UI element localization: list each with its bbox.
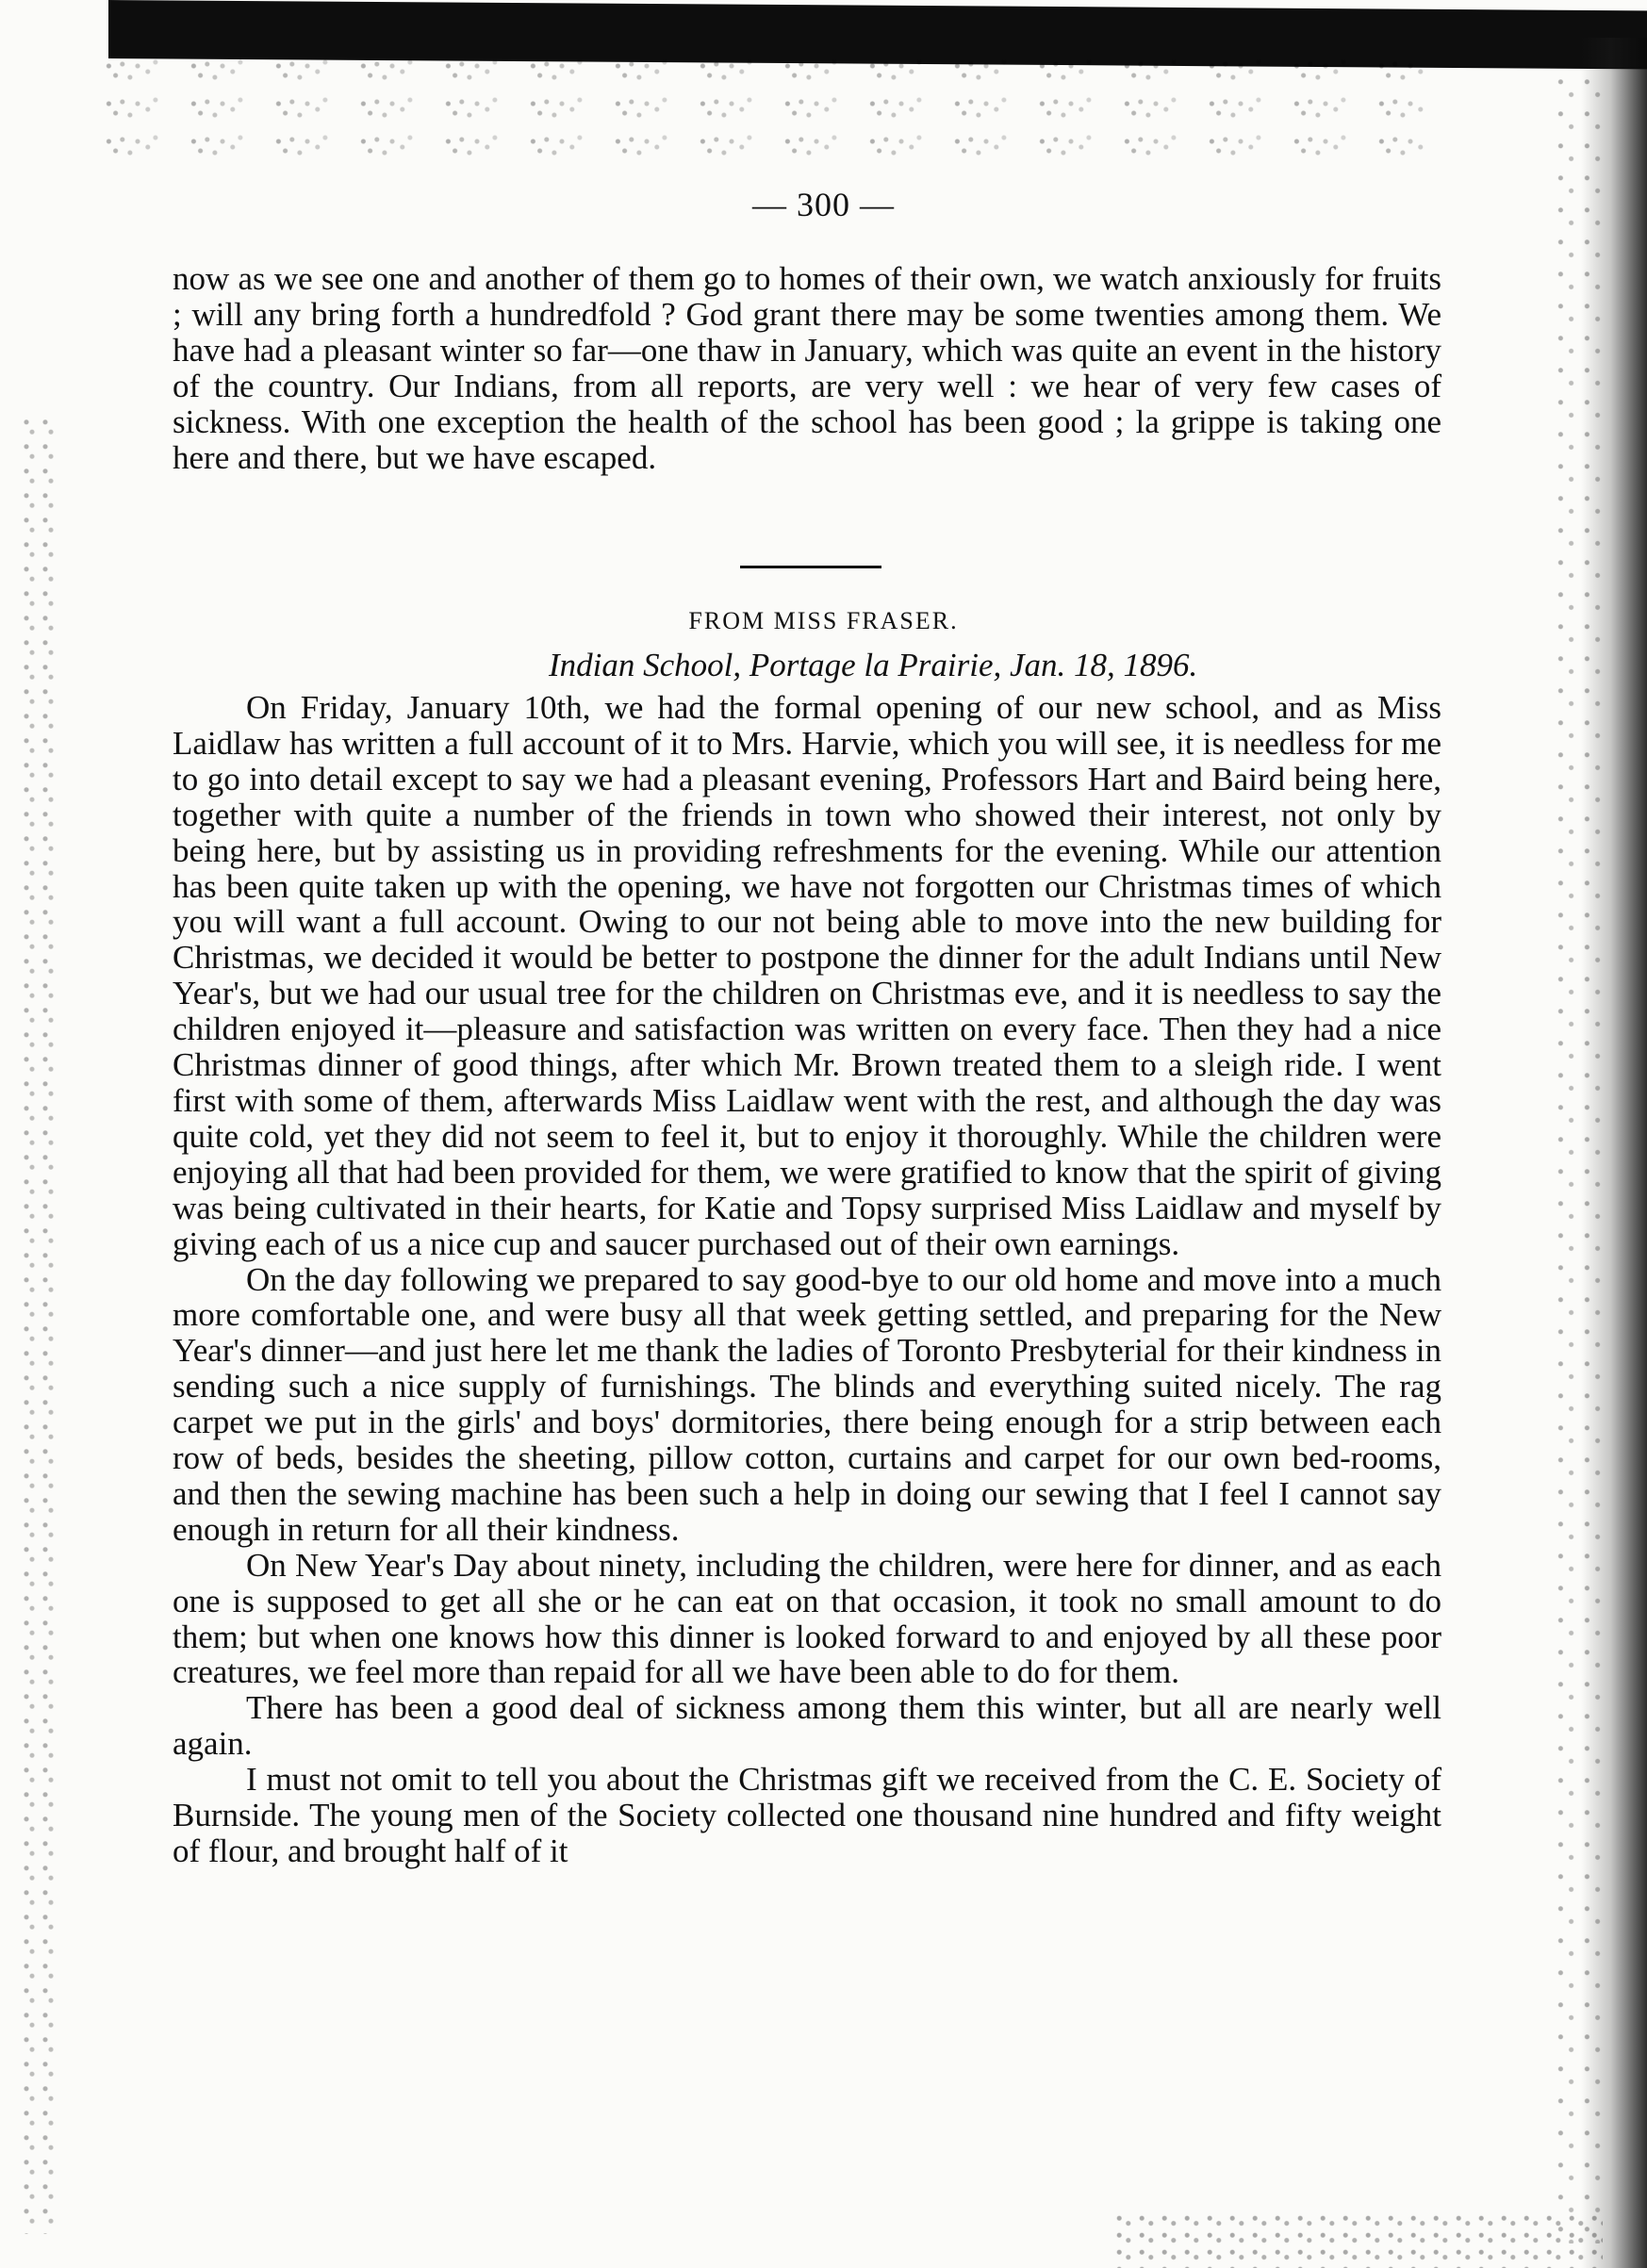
page-number: — 300 —	[752, 186, 895, 223]
letter-paragraph: There has been a good deal of sickness among them this winter, but all are nearly well again.	[173, 1689, 1441, 1763]
letter-dateline: Indian School, Portage la Prairie, Jan. 18, 1896.	[549, 647, 1198, 683]
scan-noise-bottom	[1112, 2211, 1603, 2268]
section-divider	[740, 566, 881, 568]
scan-noise-right	[1553, 75, 1609, 2243]
intro-paragraph: now as we see one and another of them go to homes of their own, we watch anxiously for fruits ; will any bring forth a hundredfold ? God grant there may be some twenties among them. We have had a pleasant winter so far—one thaw in January, which was quite an event in the history of the country. Our Indians, from all reports, are very well : we hear of very few cases of sickness. With one exception the health of the school has been good ; la grippe is taking one here and there, but we have escaped.	[173, 260, 1441, 476]
scan-noise-left	[19, 415, 57, 2234]
letter-body	[173, 690, 1441, 1869]
letter-paragraph: On New Year's Day about ninety, including the children, were here for dinner, and as each one is supposed to get all she or he can eat on that occasion, it took no small amount to do them; but when one knows how this dinner is looked forward to and enjoyed by all these poor creatures, we feel more than repaid for all we have been able to do for them.	[173, 1546, 1441, 1691]
letter-heading: FROM MISS FRASER.	[688, 607, 959, 634]
letter-paragraph: On Friday, January 10th, we had the formal opening of our new school, and as Miss Laidlaw has written a full account of it to Mrs. Harvie, which you will see, it is needless for me to go into detail except to say we had a pleasant evening, Professors Hart and Baird being here, together with quite a number of the friends in town who showed their interest, not only by being here, but by assisting us in providing refreshments for the evening. While our attention has been quite taken up with the opening, we have not forgotten our Christmas times of which you will want a full account. Owing to our not being able to move into the new building for Christmas, we decided it would be better to postpone the dinner for the adult Indians until New Year's, but we had our usual tree for the children on Christmas eve, and it is needless to say the children enjoyed it—pleasure and satisfaction was written on every face. Then they had a nice Christmas dinner of good things, after which Mr. Brown treated them to a sleigh ride. I went first with some of them, afterwards Miss Laidlaw went with the rest, and although the day was quite cold, yet they did not seem to feel it, but to enjoy it thoroughly. While the children were enjoying all that had been provided for them, we were gratified to know that the spirit of giving was being cultivated in their hearts, for Katie and Topsy surprised Miss Laidlaw and myself by giving each of us a nice cup and saucer purchased out of their own earnings.	[173, 689, 1441, 1262]
letter-paragraph: I must not omit to tell you about the Christmas gift we received from the C. E. Society of Burnside. The young men of the Society collected one thousand nine hundred and fifty weight of flour, and brought half of it	[173, 1761, 1441, 1869]
intro-text	[173, 261, 1441, 475]
letter-paragraph: On the day following we prepared to say good-bye to our old home and move into a much more comfortable one, and were busy all that week getting settled, and preparing for the New Year's dinner—and just here let me thank the ladies of Toronto Presbyterial for their kindness in sending such a nice supply of furnishings. The blinds and everything suited nicely. The rag carpet we put in the girls' and boys' dormitories, there being enough for a strip between each row of beds, besides the sheeting, pillow cotton, curtains and carpet for our own bed-rooms, and then the sewing machine has been such a help in doing our sewing that I feel I cannot say enough in return for all their kindness.	[173, 1260, 1441, 1548]
scan-noise-top	[104, 55, 1424, 158]
